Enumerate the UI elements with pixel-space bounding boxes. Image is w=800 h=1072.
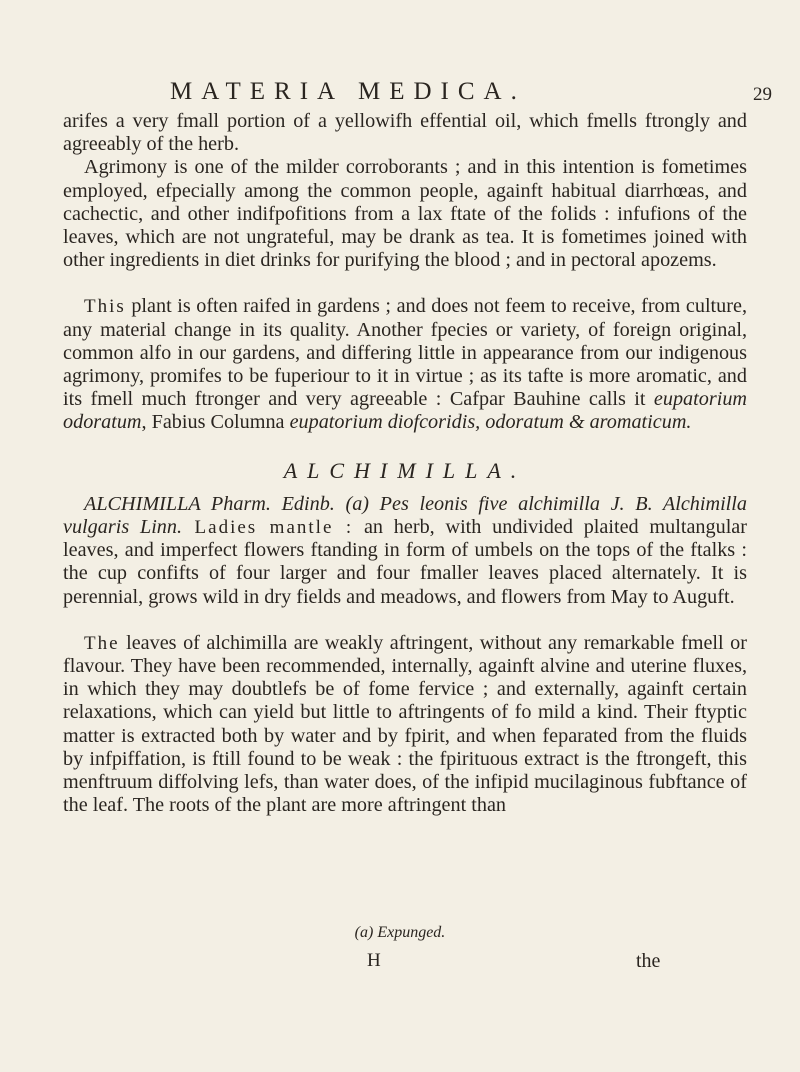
paragraph-text: , Fabius Columna — [141, 411, 290, 434]
italic-synonyms: Pes leonis five alchimilla J. B. Alchimilla vulgaris Linn. — [63, 492, 747, 539]
paragraph-alchimilla-description — [63, 493, 747, 609]
section-heading: ALCHIMILLA. — [283, 457, 527, 483]
paragraph-text: an herb, with undivided plaited multangular leaves, and imperfect flowers ftanding in form of umbels on the tops of the ftalks : the cup confifts of four larger and four fmaller leaves placed alternately. It is perennial, grows wild in dry fields and meadows, and flowers from May to Auguft. — [63, 516, 747, 608]
page-number: 29 — [753, 84, 772, 105]
paragraph-agrimony-culture — [63, 295, 747, 434]
body-text — [63, 110, 747, 817]
running-head — [0, 78, 800, 112]
paragraph-text: plant is often raifed in gardens ; and does not feem to receive, from culture, any material change in its quality. Another fpecies or variety, of foreign original, common alfo in our gardens, and differing little in appearance from our indigenous agrimony, promifes to be fuperiour to it in virtue ; as its tafte is more aromatic, and its fmell much ftronger and very agreeable : Cafpar Bauhine calls it — [63, 295, 747, 411]
paragraph-continuation: arifes a very fmall portion of a yellowifh effential oil, which fmells ftrongly and agreeably of the herb. — [63, 110, 747, 156]
catchword: the — [636, 950, 661, 972]
running-title: MATERIA MEDICA. — [170, 78, 526, 105]
paragraph-alchimilla-virtues — [63, 632, 747, 818]
small-caps-lead: The — [84, 632, 120, 654]
footnote-ref: (a) — [345, 492, 370, 515]
italic-name: ALCHIMILLA Pharm. Edinb. — [84, 492, 335, 515]
small-caps-lead: This — [84, 296, 126, 318]
paragraph-text: leaves of alchimilla are weakly aftringent, without any remarkable fmell or flavour. They have been recommended, internally, againft alvine and uterine fluxes, in which they may doubtlefs be of fome fervice ; and externally, againft certain relaxations, which can yield but little to aftringents of fo mild a kind. Their ftyptic matter is extracted both by water and by fpirit, and when feparated from the fluids by infpiffation, is ftill found to be weak : the fpirituous extract is the ftrongeft, this menftruum diffolving lefs, than water does, of the infipid mucilaginous fubftance of the leaf. The roots of the plant are more aftringent than — [63, 631, 747, 817]
italic-name: eupatorium diofcoridis, odoratum & aromaticum. — [289, 411, 692, 434]
italic-name: eupatorium odoratum — [63, 388, 747, 434]
footnote: (a) Expunged. — [354, 924, 446, 941]
paragraph-agrimony-uses: Agrimony is one of the milder corroborants ; and in this intention is fometimes employed, efpecially among the common people, againft habitual diarrhœas, and cachectic, and other indifpofitions from a lax ftate of the folids : infufions of the leaves, which are not ungrateful, may be drank as tea. It is fometimes joined with other ingredients in diet drinks for purifying the blood ; and in pectoral apozems. — [63, 156, 747, 272]
signature-mark: H — [367, 950, 381, 971]
small-caps-common-name: Ladies mantle : — [182, 517, 354, 539]
